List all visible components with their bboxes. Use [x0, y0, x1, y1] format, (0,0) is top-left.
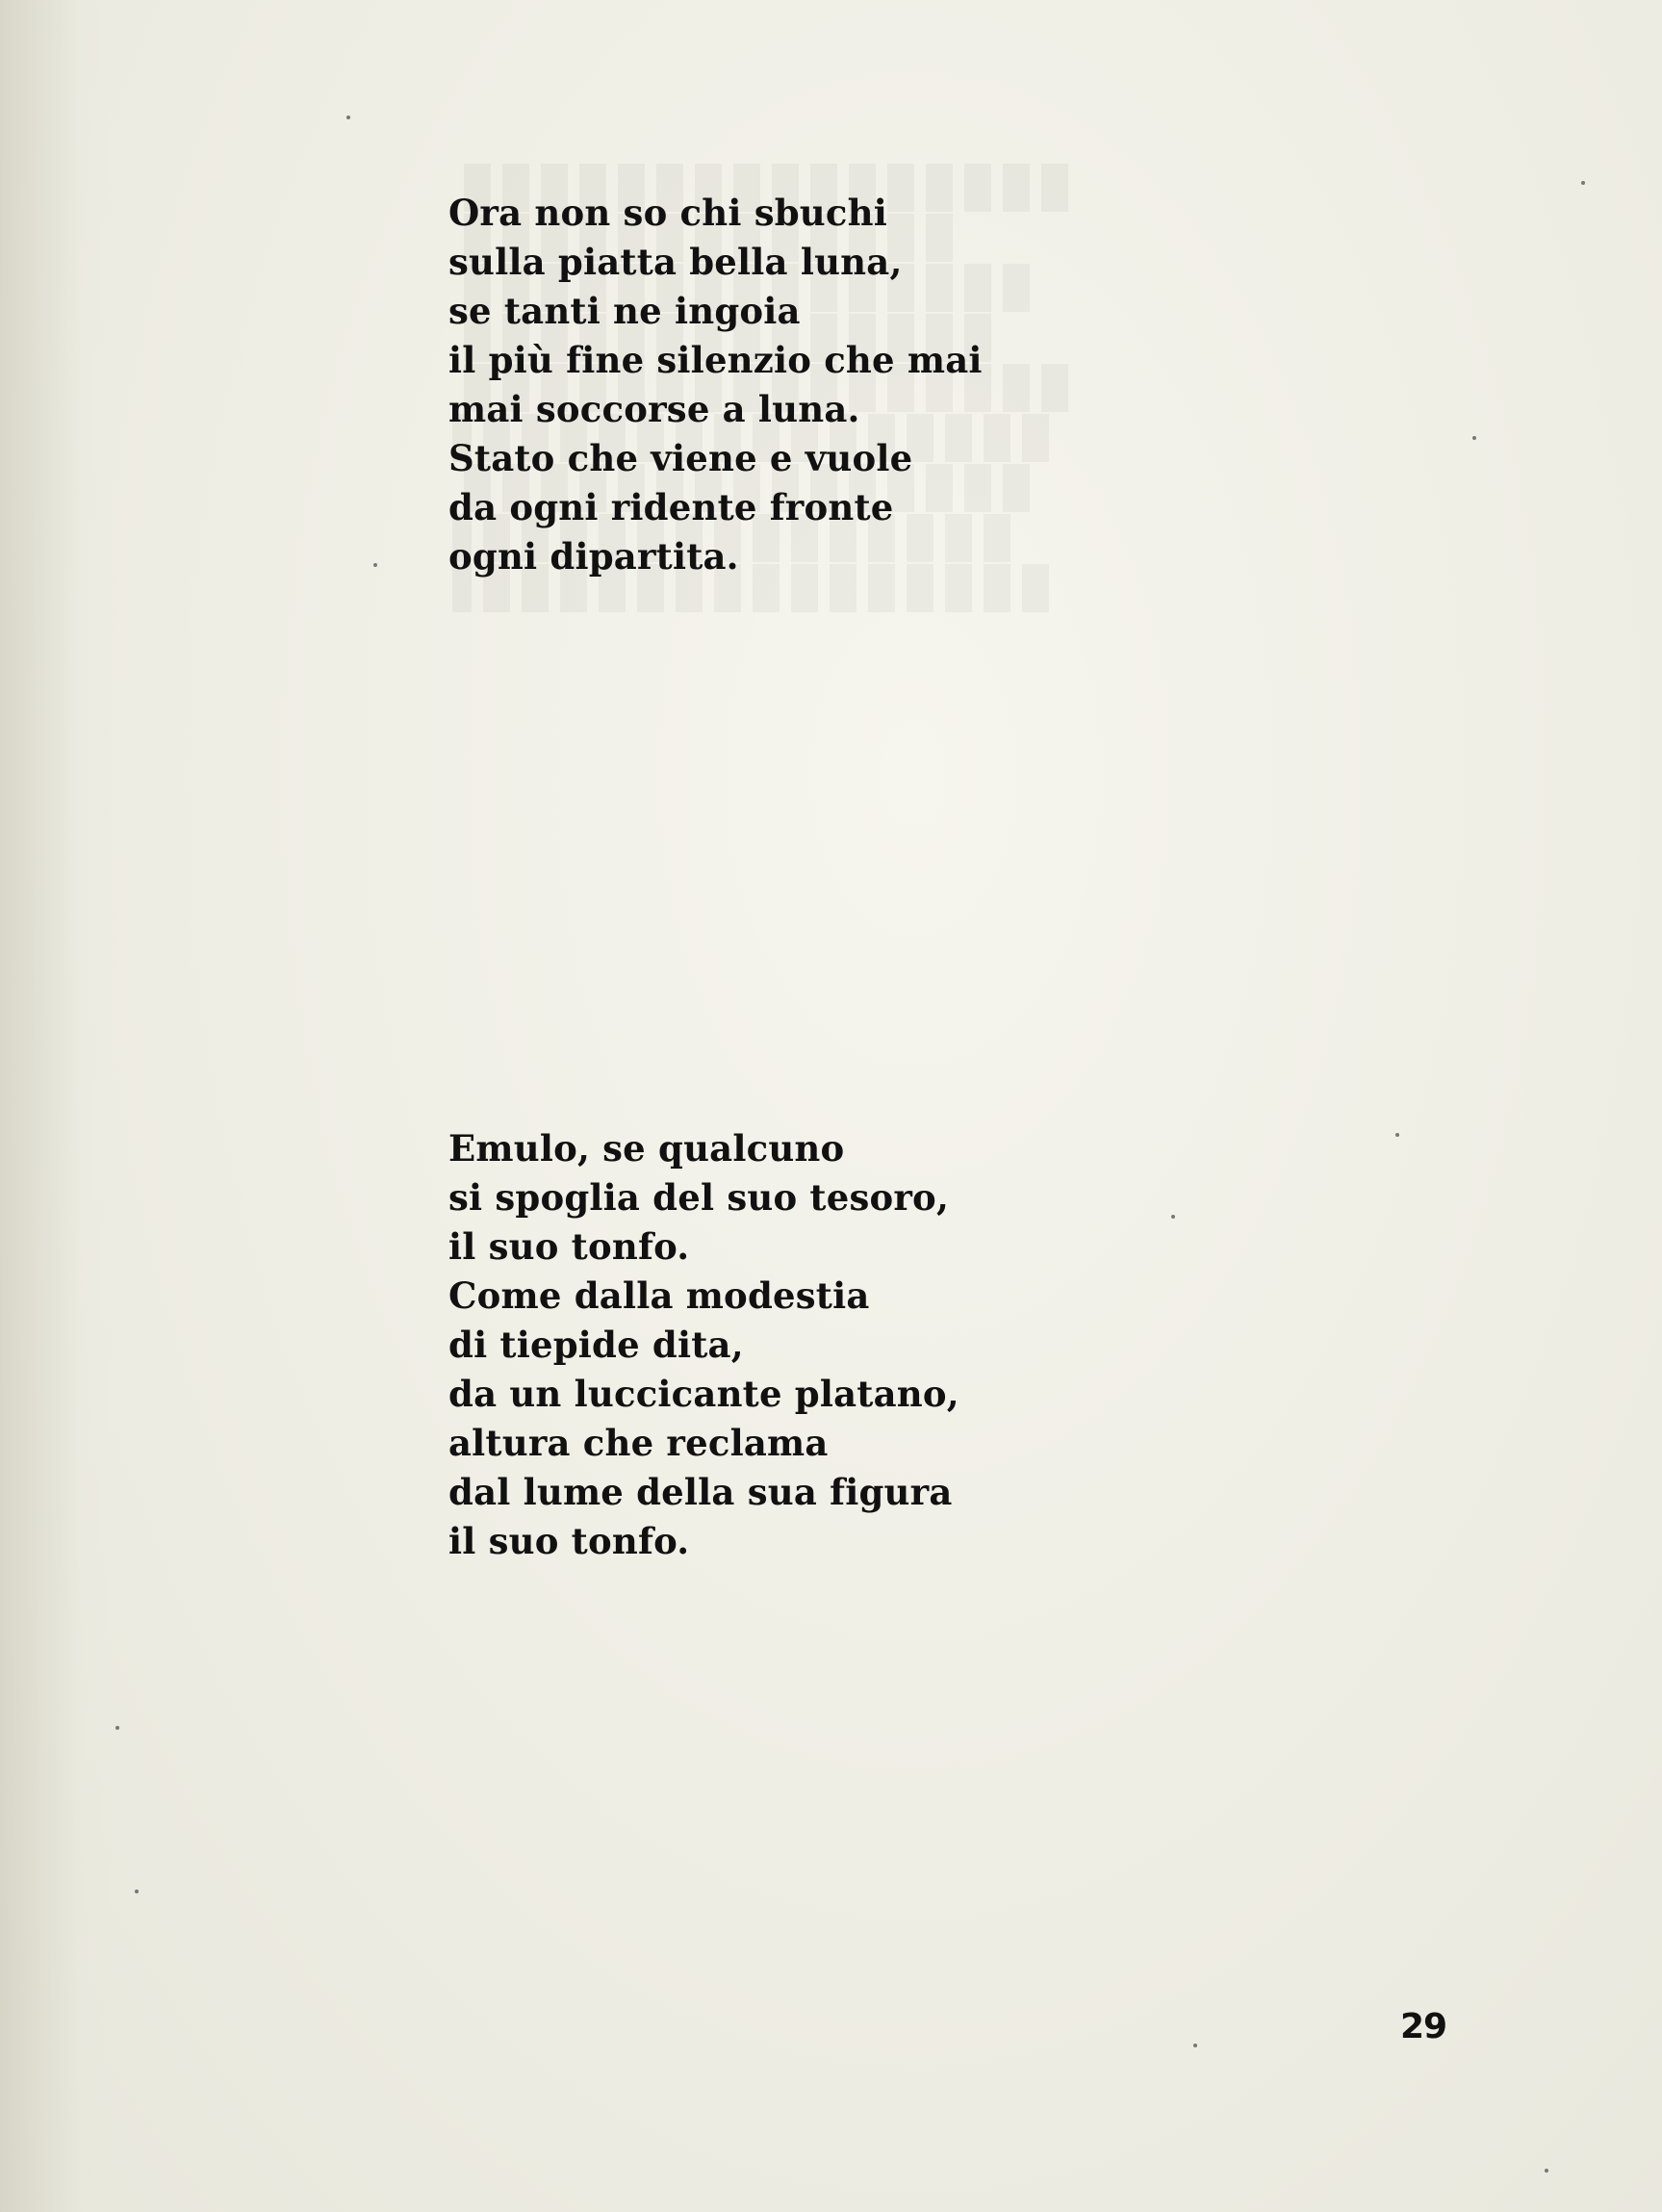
paper-speck: [1472, 436, 1476, 440]
verse-line: sulla piatta bella luna,: [448, 241, 903, 283]
paper-speck: [1395, 1133, 1399, 1137]
verse-line: si spoglia del suo tesoro,: [448, 1176, 950, 1219]
poem-stanza-1: [448, 189, 983, 581]
page-number: 29: [1400, 2007, 1447, 2046]
verse-line: da un luccicante platano,: [448, 1373, 959, 1415]
verse-line: di tiepide dita,: [448, 1324, 744, 1366]
verse-line: il suo tonfo.: [448, 1520, 690, 1562]
verse-line: se tanti ne ingoia: [448, 290, 801, 332]
paper-speck: [1171, 1215, 1175, 1219]
verse-line: da ogni ridente fronte: [448, 486, 894, 528]
paper-speck: [373, 563, 377, 567]
paper-speck: [135, 1890, 139, 1893]
verse-line: Stato che viene e vuole: [448, 437, 913, 479]
paper-speck: [115, 1726, 119, 1730]
binding-shadow: [0, 0, 115, 2212]
verse-line: il più fine silenzio che mai: [448, 339, 983, 381]
verse-line: il suo tonfo.: [448, 1225, 690, 1268]
verse-line: mai soccorse a luna.: [448, 388, 860, 430]
verse-line: ogni dipartita.: [448, 535, 739, 578]
paper-speck: [1581, 181, 1585, 185]
verse-line: Emulo, se qualcuno: [448, 1127, 845, 1170]
paper-speck: [1193, 2044, 1197, 2047]
verse-line: Come dalla modestia: [448, 1274, 870, 1317]
paper-speck: [1545, 2169, 1548, 2173]
paper-speck: [346, 116, 350, 119]
verse-line: altura che reclama: [448, 1422, 829, 1464]
poem-stanza-2: [448, 1124, 959, 1566]
verse-line: Ora non so chi sbuchi: [448, 192, 887, 234]
verse-line: dal lume della sua figura: [448, 1471, 953, 1513]
